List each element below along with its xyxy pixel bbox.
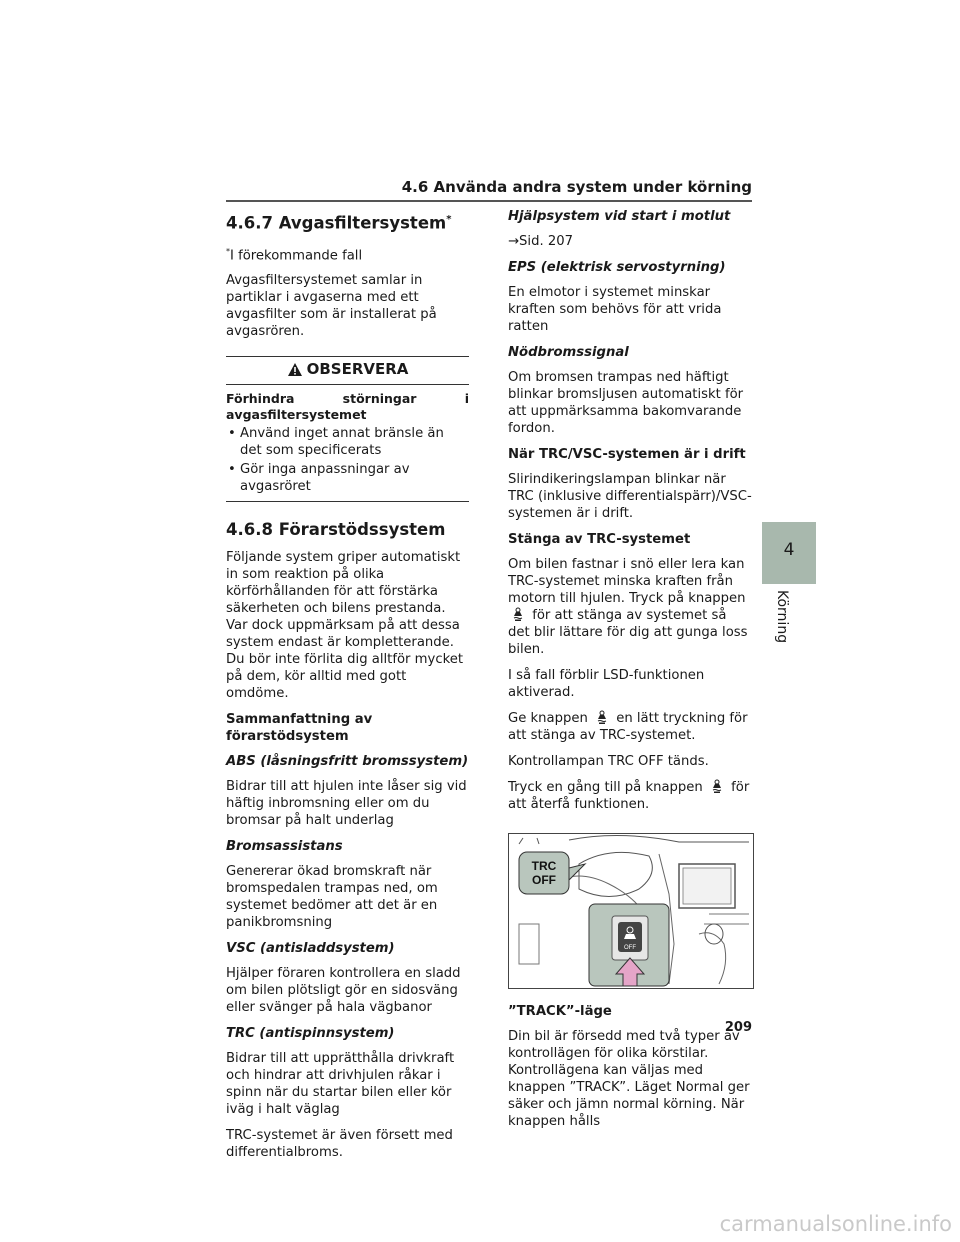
button-off-text: OFF: [624, 945, 636, 951]
when-heading: När TRC/VSC-systemen är i drift: [508, 447, 746, 462]
footnote: *I förekommande fall: [226, 246, 363, 263]
lamp-note: Kontrollampan TRC OFF tänds.: [508, 754, 709, 769]
when-body: Slirindikeringslampan blinkar när TRC (inklusive differentialspärr)/VSC-systemen är i drift.: [508, 472, 752, 521]
trc-heading: TRC (antispinnsystem): [226, 1025, 395, 1041]
trc-body-2: TRC-systemet är även försett med differentialbroms.: [226, 1127, 453, 1160]
section-title-avgasfilter: 4.6.7 Avgasfiltersystem*: [226, 213, 452, 233]
footnote-marker: *: [446, 214, 452, 225]
warning-header: OBSERVERA: [226, 357, 469, 385]
press-note: Ge knappen en lätt tryckning för att stänga av TRC-systemet.: [508, 711, 748, 743]
indicator-trc-text: TRC: [531, 859, 557, 873]
chapter-label: Körning: [774, 590, 790, 644]
trc-off-button-icon: [595, 710, 609, 725]
abs-heading: ABS (låsningsfritt bromssystem): [226, 753, 469, 769]
section-title-forarstod: 4.6.8 Förarstödssystem: [226, 519, 446, 539]
chapter-number: 4: [783, 540, 795, 560]
trc-off-body: Om bilen fastnar i snö eller lera kan TRC-systemet minska kraften från motorn till hjulen. Tryck på knappen för att stänga av systemet så det blir lättare för dig att gunga loss bilen.: [508, 557, 748, 657]
warning-title-line2: avgasfiltersystemet: [226, 406, 367, 422]
trc-off-button-icon: [710, 779, 724, 794]
indicator-off-text: OFF: [532, 873, 556, 887]
header-rule: [226, 200, 752, 202]
hill-ref[interactable]: →Sid. 207: [508, 234, 574, 249]
eps-body: En elmotor i systemet minskar kraften som behövs för att vrida ratten: [508, 285, 722, 334]
ba-body: Genererar ökad bromskraft när bromspedalen trampas ned, om systemet bedömer att det är en panikbromsning: [226, 863, 438, 930]
dashboard-illustration: [508, 833, 754, 989]
track-body: Din bil är försedd med två typer av kontrollägen för olika körstilar. Kontrollägena kan väljas med knappen ”TRACK”. Läget Normal ger säker och jämn normal körning. När knappen hålls: [508, 1029, 750, 1129]
trc-body: Bidrar till att upprätthålla drivkraft och hindrar att drivhjulen råkar i spinn när du startar bilen eller kör iväg i halt väglag: [226, 1050, 455, 1117]
right-column: [508, 208, 752, 1139]
ba-heading: Bromsassistans: [226, 838, 343, 854]
list-item: • Gör inga anpassningar av avgasröret: [226, 461, 469, 495]
left-column: [226, 208, 469, 1170]
warning-box: [226, 356, 469, 502]
watermark: carmanualsonline.info: [719, 1212, 952, 1236]
avgasfilter-body: Avgasfiltersystemet samlar in partiklar i avgaserna med ett avgasfilter som är installerat på avgasrören.: [226, 272, 437, 339]
emergency-body: Om bromsen trampas ned häftigt blinkar bromsljusen automatiskt för att uppmärksamma bakomvarande fordon.: [508, 370, 744, 436]
summary-heading: Sammanfattning av förarstödsystem: [226, 711, 373, 744]
emergency-heading: Nödbromssignal: [508, 345, 629, 360]
vsc-heading: VSC (antisladdsystem): [226, 940, 395, 956]
abs-body: Bidrar till att hjulen inte låser sig vid häftig inbromsning eller om du bromsar på halt underlag: [226, 778, 467, 828]
warning-icon: [287, 362, 303, 377]
warning-bullets: [226, 425, 469, 495]
list-item: • Använd inget annat bränsle än det som specificerats: [226, 425, 469, 459]
trc-off-heading: Stänga av TRC-systemet: [508, 532, 691, 547]
trc-off-button-icon: [511, 607, 525, 622]
page-number: 209: [724, 1020, 752, 1035]
forarstod-intro: Följande system griper automatiskt in som reaktion på olika körförhållanden för att förstärka säkerheten och bilens prestanda. Var dock uppmärksam på att dessa system endast är kompletterande. Du bör inte förlita dig alltför mycket på dem, kör alltid med gott omdöme.: [226, 549, 464, 701]
track-heading: ”TRACK”-läge: [508, 1004, 612, 1019]
hill-heading: Hjälpsystem vid start i motlut: [508, 209, 731, 224]
again-note: Tryck en gång till på knappen för att återfå funktionen.: [508, 780, 750, 812]
vsc-body: Hjälper föraren kontrollera en sladd om bilen plötsligt gör en sidosväng eller svänger på hala vägbanor: [226, 965, 461, 1015]
running-header: 4.6 Använda andra system under körning: [401, 178, 752, 196]
warning-title: Förhindra störningar i: [226, 390, 469, 406]
lsd-note: I så fall förblir LSD-funktionen aktiverad.: [508, 668, 705, 700]
eps-heading: EPS (elektrisk servostyrning): [508, 260, 726, 275]
dashboard-drawing: [509, 834, 753, 988]
